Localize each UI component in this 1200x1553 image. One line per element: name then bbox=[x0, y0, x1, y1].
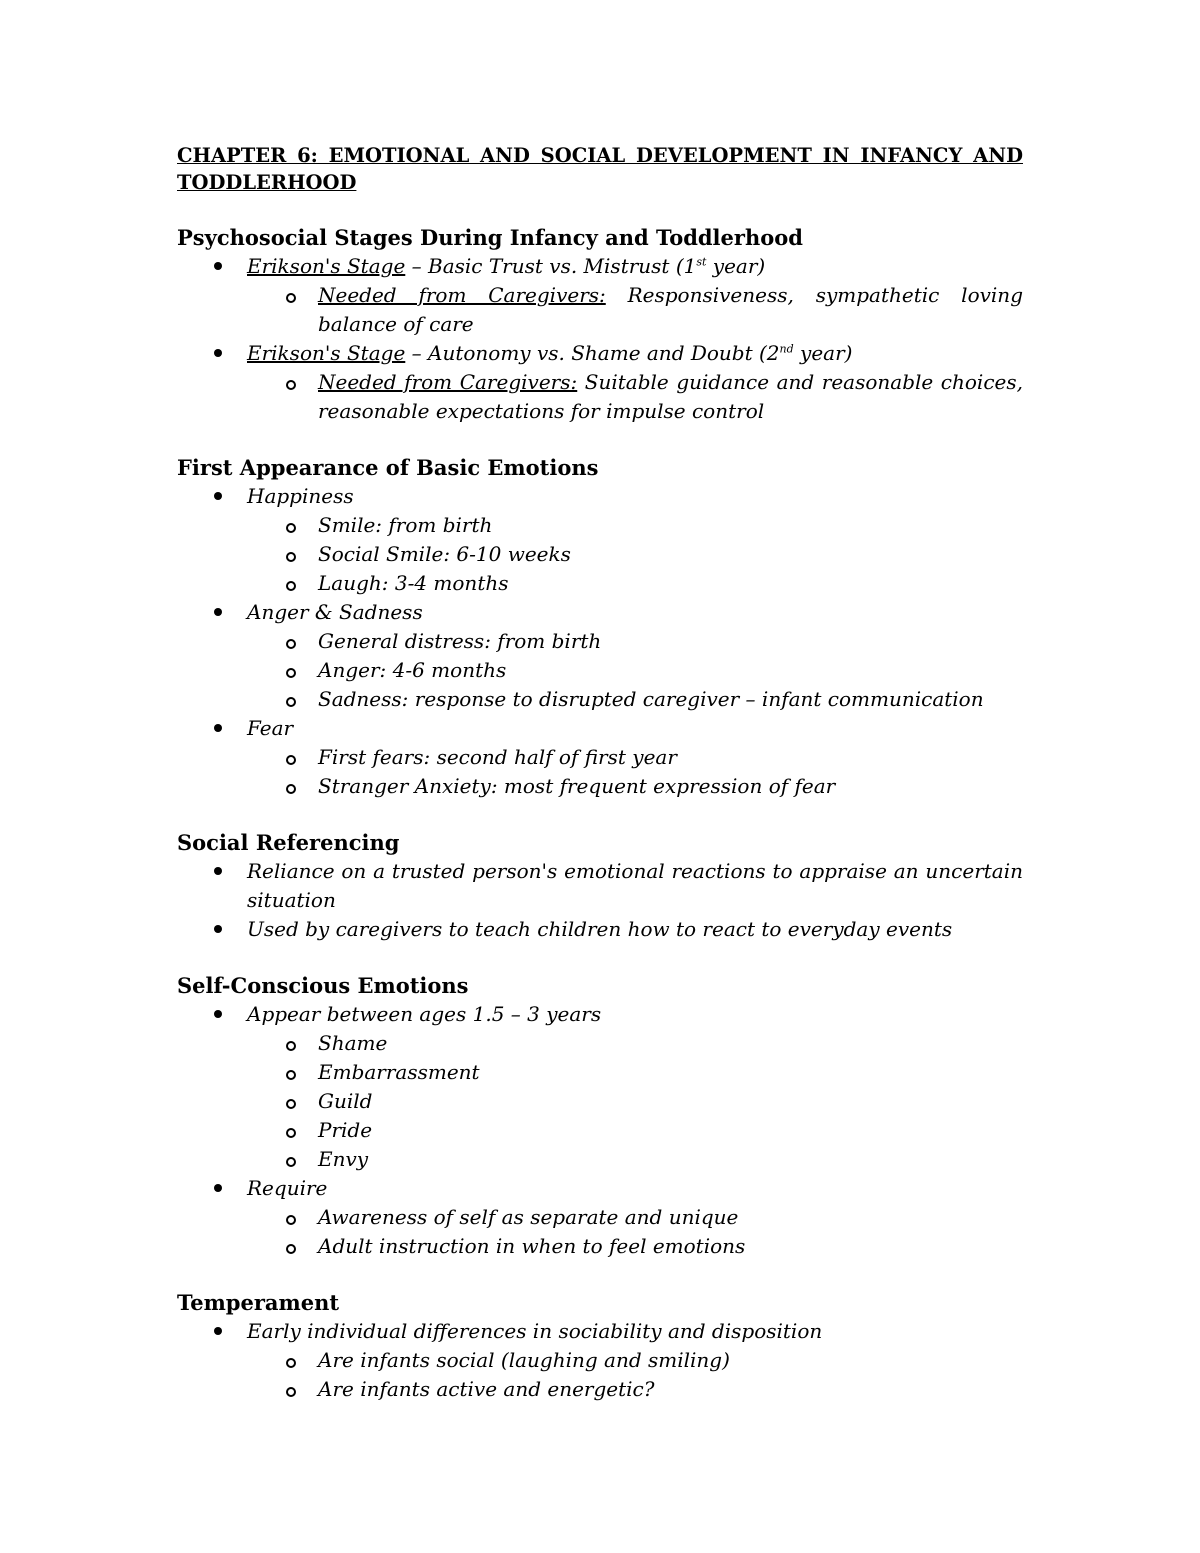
sub-list-item bbox=[177, 627, 1023, 656]
circle-bullet-icon bbox=[286, 1070, 296, 1080]
list-item bbox=[177, 252, 1023, 339]
sub-item-text: First fears: second half of first year bbox=[318, 745, 677, 769]
sub-list bbox=[247, 368, 1023, 426]
bullet-icon bbox=[214, 262, 222, 270]
section-self-conscious bbox=[177, 971, 1023, 1261]
sub-item-text: Anger: 4-6 months bbox=[318, 658, 507, 682]
circle-bullet-icon bbox=[286, 380, 296, 390]
circle-bullet-icon bbox=[286, 1099, 296, 1109]
list-item bbox=[177, 1000, 1023, 1174]
circle-bullet-icon bbox=[286, 552, 296, 562]
circle-bullet-icon bbox=[286, 1215, 296, 1225]
list-item bbox=[177, 857, 1023, 915]
sub-list-item bbox=[177, 281, 1023, 339]
circle-bullet-icon bbox=[286, 697, 296, 707]
section-heading: Self-Conscious Emotions bbox=[177, 973, 469, 998]
item-label: Erikson's Stage bbox=[247, 341, 406, 365]
sub-list-item bbox=[177, 1232, 1023, 1261]
list-item bbox=[177, 1174, 1023, 1261]
item-label: Happiness bbox=[247, 484, 354, 508]
circle-bullet-icon bbox=[286, 1244, 296, 1254]
sub-list-item bbox=[177, 1029, 1023, 1058]
bullet-icon bbox=[214, 1184, 222, 1192]
bullet-list bbox=[177, 1000, 1023, 1261]
circle-bullet-icon bbox=[286, 1157, 296, 1167]
sub-item-text: Pride bbox=[318, 1118, 373, 1142]
bullet-icon bbox=[214, 1010, 222, 1018]
list-item bbox=[177, 1317, 1023, 1404]
list-item bbox=[177, 339, 1023, 426]
sub-item-text: Stranger Anxiety: most frequent expression of fear bbox=[318, 774, 836, 798]
sub-item-text: Adult instruction in when to feel emotions bbox=[318, 1234, 746, 1258]
section-social-referencing bbox=[177, 828, 1023, 944]
sub-item-label: Needed from Caregivers: bbox=[318, 370, 578, 394]
sub-list-item bbox=[177, 511, 1023, 540]
list-item bbox=[177, 915, 1023, 944]
item-text: – Basic Trust vs. Mistrust (1 bbox=[405, 254, 697, 278]
chapter-title: CHAPTER 6: EMOTIONAL AND SOCIAL DEVELOPMENT IN INFANCY AND TODDLERHOOD bbox=[177, 144, 1023, 194]
sub-item-text: Are infants active and energetic? bbox=[318, 1377, 655, 1401]
bullet-list bbox=[177, 252, 1023, 426]
superscript: nd bbox=[779, 342, 794, 356]
sub-list-item bbox=[177, 1087, 1023, 1116]
sub-item-text: Suitable guidance and reasonable choices, reasonable expectations for impulse control bbox=[318, 370, 1023, 423]
item-text: year) bbox=[793, 341, 853, 365]
list-item bbox=[177, 714, 1023, 801]
sub-list-item bbox=[177, 1346, 1023, 1375]
sub-list bbox=[247, 511, 1023, 598]
sub-item-text: Social Smile: 6-10 weeks bbox=[318, 542, 571, 566]
circle-bullet-icon bbox=[286, 1387, 296, 1397]
sub-list-item bbox=[177, 1145, 1023, 1174]
sub-item-text: Awareness of self as separate and unique bbox=[318, 1205, 739, 1229]
sub-item-text: Laugh: 3-4 months bbox=[318, 571, 509, 595]
circle-bullet-icon bbox=[286, 639, 296, 649]
bullet-icon bbox=[214, 867, 222, 875]
item-label: Fear bbox=[247, 716, 294, 740]
sub-item-label: Needed from Caregivers: bbox=[318, 283, 606, 307]
sub-item-text: General distress: from birth bbox=[318, 629, 602, 653]
sub-list-item bbox=[177, 656, 1023, 685]
sub-item-text: Envy bbox=[318, 1147, 369, 1171]
section-temperament bbox=[177, 1288, 1023, 1404]
circle-bullet-icon bbox=[286, 581, 296, 591]
bullet-icon bbox=[214, 608, 222, 616]
item-text: Used by caregivers to teach children how to react to everyday events bbox=[247, 917, 953, 941]
bullet-list bbox=[177, 857, 1023, 944]
sub-item-text: Are infants social (laughing and smiling) bbox=[318, 1348, 730, 1372]
sub-list-item bbox=[177, 1116, 1023, 1145]
sub-list-item bbox=[177, 772, 1023, 801]
sub-list bbox=[247, 1203, 1023, 1261]
item-label: Require bbox=[247, 1176, 328, 1200]
circle-bullet-icon bbox=[286, 1041, 296, 1051]
sub-list-item bbox=[177, 1375, 1023, 1404]
sub-list bbox=[247, 627, 1023, 714]
sub-list-item bbox=[177, 743, 1023, 772]
circle-bullet-icon bbox=[286, 293, 296, 303]
section-heading: Psychosocial Stages During Infancy and Toddlerhood bbox=[177, 225, 803, 250]
sub-item-text: Smile: from birth bbox=[318, 513, 493, 537]
item-label: Erikson's Stage bbox=[247, 254, 406, 278]
sub-item-text: Shame bbox=[318, 1031, 388, 1055]
document-content bbox=[177, 142, 1023, 1404]
section-heading: Social Referencing bbox=[177, 830, 400, 855]
bullet-icon bbox=[214, 1327, 222, 1335]
sub-list-item bbox=[177, 1058, 1023, 1087]
sub-list-item bbox=[177, 368, 1023, 426]
item-label: Early individual differences in sociability and disposition bbox=[247, 1319, 823, 1343]
sub-item-text: Embarrassment bbox=[318, 1060, 480, 1084]
sub-list bbox=[247, 1346, 1023, 1404]
sub-list-item bbox=[177, 1203, 1023, 1232]
bullet-icon bbox=[214, 925, 222, 933]
item-text: year) bbox=[706, 254, 766, 278]
circle-bullet-icon bbox=[286, 1358, 296, 1368]
circle-bullet-icon bbox=[286, 523, 296, 533]
item-text: Reliance on a trusted person's emotional reactions to appraise an uncertain situation bbox=[247, 859, 1023, 912]
sub-list-item bbox=[177, 685, 1023, 714]
section-basic-emotions bbox=[177, 453, 1023, 801]
bullet-icon bbox=[214, 492, 222, 500]
sub-list bbox=[247, 1029, 1023, 1174]
sub-list-item bbox=[177, 569, 1023, 598]
superscript: st bbox=[696, 255, 707, 269]
bullet-icon bbox=[214, 349, 222, 357]
sub-item-text: Responsiveness, sympathetic loving balance of care bbox=[318, 283, 1023, 336]
sub-item-text: Sadness: response to disrupted caregiver – infant communication bbox=[318, 687, 984, 711]
list-item bbox=[177, 482, 1023, 598]
circle-bullet-icon bbox=[286, 668, 296, 678]
list-item bbox=[177, 598, 1023, 714]
sub-list bbox=[247, 743, 1023, 801]
sub-item-text: Guild bbox=[318, 1089, 373, 1113]
sub-list bbox=[247, 281, 1023, 339]
circle-bullet-icon bbox=[286, 755, 296, 765]
section-psychosocial bbox=[177, 223, 1023, 426]
bullet-icon bbox=[214, 724, 222, 732]
bullet-list bbox=[177, 482, 1023, 801]
section-heading: Temperament bbox=[177, 1290, 340, 1315]
bullet-list bbox=[177, 1317, 1023, 1404]
item-text: – Autonomy vs. Shame and Doubt (2 bbox=[405, 341, 780, 365]
circle-bullet-icon bbox=[286, 784, 296, 794]
item-label: Appear between ages 1.5 – 3 years bbox=[247, 1002, 602, 1026]
section-heading: First Appearance of Basic Emotions bbox=[177, 455, 599, 480]
sub-list-item bbox=[177, 540, 1023, 569]
circle-bullet-icon bbox=[286, 1128, 296, 1138]
item-label: Anger & Sadness bbox=[247, 600, 423, 624]
